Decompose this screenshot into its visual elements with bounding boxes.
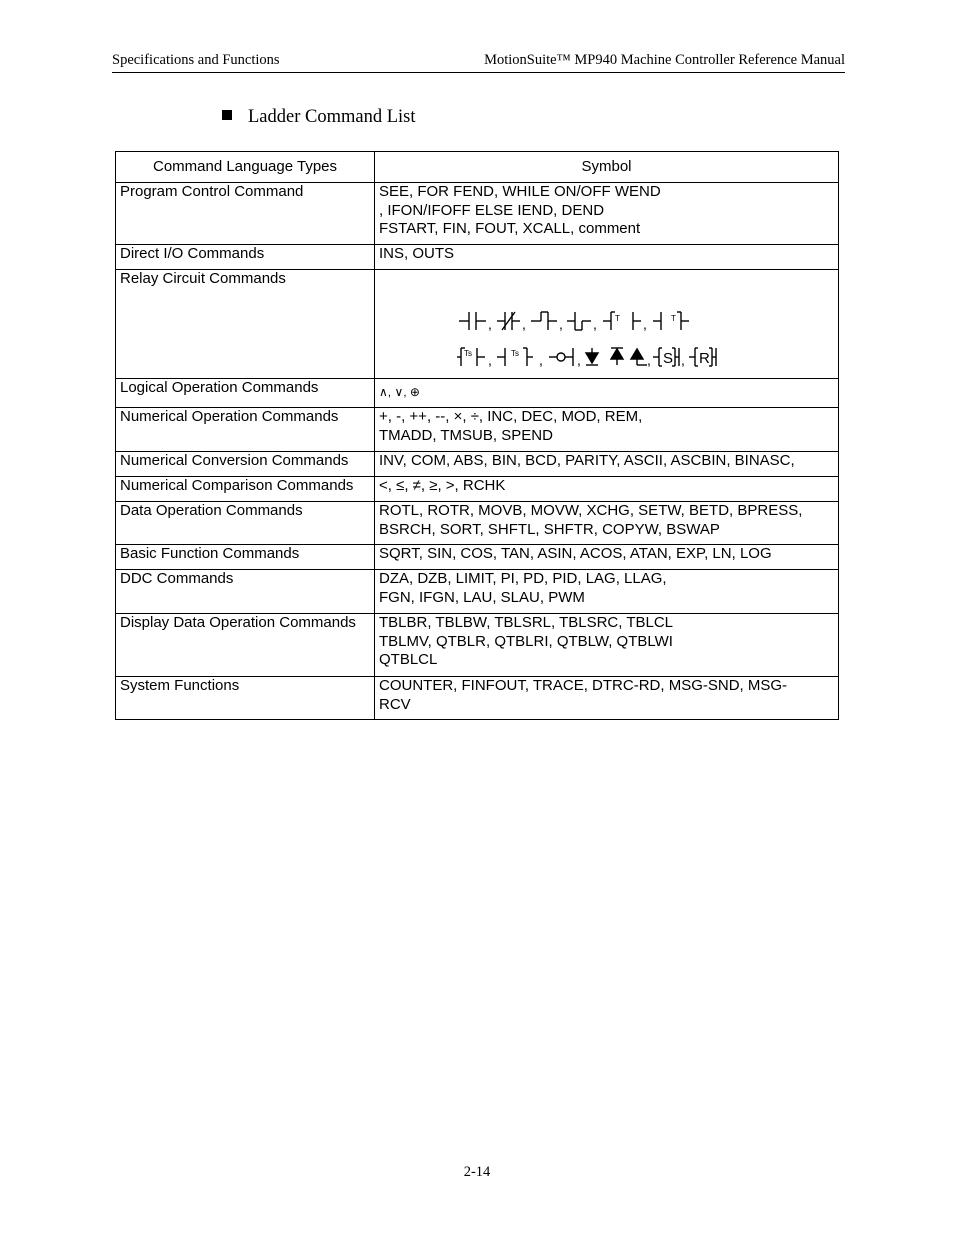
row-symbol	[375, 270, 839, 379]
svg-text:,: ,	[558, 316, 563, 332]
row-type: Numerical Operation Commands	[116, 408, 375, 452]
symbol-line: BSRCH, SORT, SHFTL, SHFTR, COPYW, BSWAP	[379, 520, 720, 538]
table-row	[116, 245, 839, 270]
table-row	[116, 614, 839, 677]
svg-text:,: ,	[487, 352, 492, 368]
row-type: Numerical Conversion Commands	[116, 452, 375, 477]
svg-text:,: ,	[592, 316, 597, 332]
symbol-line: ∧, ∨, ⊕	[379, 385, 420, 399]
svg-text:T: T	[670, 314, 676, 323]
symbol-line: TBLBR, TBLBW, TBLSRL, TBLSRC, TBLCL	[379, 614, 674, 631]
square-bullet-icon	[222, 110, 232, 120]
svg-text:,: ,	[487, 316, 492, 332]
symbol-line: QTBLCL	[379, 651, 438, 668]
symbol-line: , IFON/IFOFF ELSE IEND, DEND	[379, 201, 605, 219]
table-row	[116, 502, 839, 545]
row-symbol	[375, 408, 839, 452]
table-row	[116, 183, 839, 245]
symbol-line: INS, OUTS	[379, 245, 455, 262]
row-symbol	[375, 379, 839, 408]
row-symbol	[375, 677, 839, 720]
symbol-line: DZA, DZB, LIMIT, PI, PD, PID, LAG, LLAG,	[379, 570, 667, 587]
symbol-line: SEE, FOR FEND, WHILE ON/OFF WEND	[379, 183, 661, 200]
symbol-line: INV, COM, ABS, BIN, BCD, PARITY, ASCII, ASCBIN, BINASC,	[379, 452, 795, 469]
row-type: DDC Commands	[116, 570, 375, 614]
row-type: Logical Operation Commands	[116, 379, 375, 408]
table-row	[116, 677, 839, 720]
table-row	[116, 452, 839, 477]
row-symbol	[375, 452, 839, 477]
svg-text:T: T	[614, 314, 620, 323]
svg-text:R: R	[698, 350, 710, 367]
svg-text:S: S	[662, 350, 673, 367]
symbol-line: ROTL, ROTR, MOVB, MOVW, XCHG, SETW, BETD, BPRESS,	[379, 502, 803, 519]
svg-text:Ts: Ts	[510, 349, 519, 358]
row-type: Numerical Comparison Commands	[116, 477, 375, 502]
header-manual-title: MotionSuite™ MP940 Machine Controller Reference Manual	[484, 52, 845, 68]
symbol-line: +, -, ++, --, ×, ÷, INC, DEC, MOD, REM,	[379, 408, 643, 425]
page-header	[112, 52, 845, 73]
row-type: Direct I/O Commands	[116, 245, 375, 270]
section-title: Ladder Command List	[248, 107, 416, 127]
row-symbol	[375, 183, 839, 245]
svg-text:,: ,	[680, 352, 685, 368]
symbol-line: TBLMV, QTBLR, QTBLRI, QTBLW, QTBLWI	[379, 632, 673, 650]
column-header-type: Command Language Types	[116, 152, 375, 183]
table-row	[116, 408, 839, 452]
table-row	[116, 545, 839, 570]
page-number: 2-14	[463, 1164, 491, 1180]
row-symbol	[375, 614, 839, 677]
svg-text:,: ,	[646, 352, 651, 368]
table-row	[116, 270, 839, 379]
row-type: Relay Circuit Commands	[116, 270, 375, 379]
row-symbol	[375, 502, 839, 545]
ladder-command-table	[115, 151, 839, 720]
table-row	[116, 379, 839, 408]
svg-text:,: ,	[538, 352, 543, 368]
svg-text:,: ,	[576, 352, 581, 368]
symbol-line: COUNTER, FINFOUT, TRACE, DTRC-RD, MSG-SND, MSG-	[379, 677, 788, 694]
row-type: Program Control Command	[116, 183, 375, 245]
symbol-line: TMADD, TMSUB, SPEND	[379, 426, 553, 444]
symbol-line: FSTART, FIN, FOUT, XCALL, comment	[379, 220, 641, 237]
row-type: Display Data Operation Commands	[116, 614, 375, 677]
row-symbol	[375, 477, 839, 502]
svg-text:,: ,	[521, 316, 526, 332]
svg-text:,: ,	[642, 316, 647, 332]
symbol-line: <, ≤, ≠, ≥, >, RCHK	[379, 477, 506, 494]
row-type: Data Operation Commands	[116, 502, 375, 545]
svg-text:Ts: Ts	[463, 349, 472, 358]
row-symbol	[375, 570, 839, 614]
row-type: Basic Function Commands	[116, 545, 375, 570]
row-symbol	[375, 545, 839, 570]
row-symbol	[375, 245, 839, 270]
row-type: System Functions	[116, 677, 375, 720]
symbol-line: RCV	[379, 695, 411, 713]
symbol-line: FGN, IFGN, LAU, SLAU, PWM	[379, 588, 585, 606]
header-chapter: Specifications and Functions	[112, 52, 280, 68]
table-row	[116, 570, 839, 614]
ladder-relay-symbols-icon	[457, 309, 757, 369]
table-header-row	[116, 152, 839, 183]
symbol-line: SQRT, SIN, COS, TAN, ASIN, ACOS, ATAN, EXP, LN, LOG	[379, 545, 772, 562]
column-header-symbol: Symbol	[375, 152, 839, 183]
section-heading	[222, 107, 416, 128]
table-row	[116, 477, 839, 502]
